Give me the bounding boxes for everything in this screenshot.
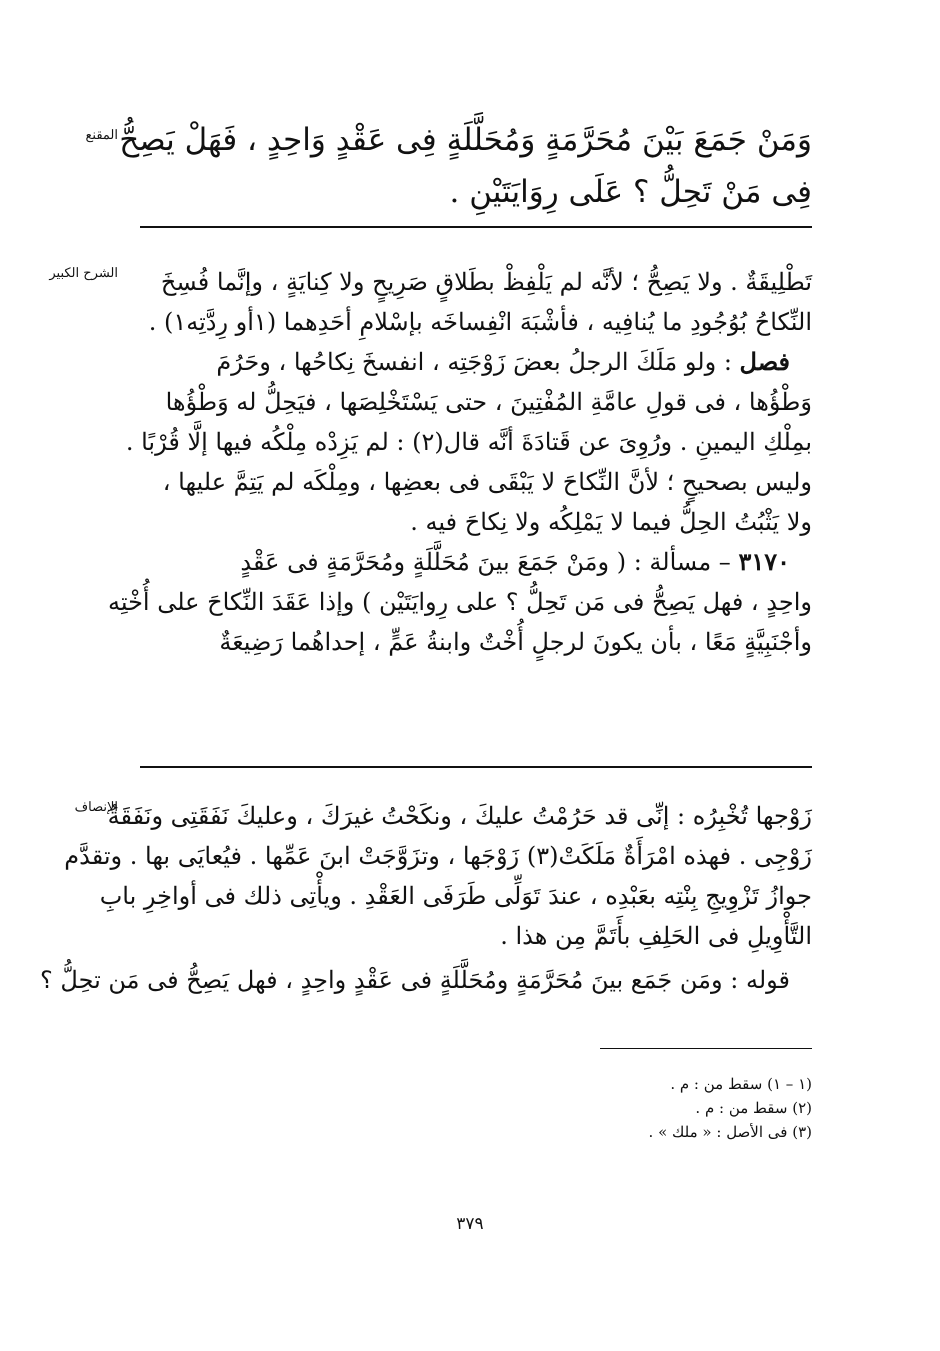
text-line: قوله : ومَن جَمَع بينَ مُحَرَّمَةٍ ومُحَلَّلَةٍ فى عَقْدٍ واحِدٍ ، فهل يَصِحُّ فى مَن تحِلُّ ؟ — [40, 966, 790, 994]
page-number: ٣٧٩ — [456, 1214, 484, 1234]
section-divider — [140, 226, 812, 228]
footnote-divider — [600, 1048, 812, 1049]
text-line: وأجْنَبِيَّةٍ مَعًا ، بأن يكونَ لرجلٍ أُخْتٌ وابنةُ عَمٍّ ، إحداهُما رَضِيعَةٌ — [219, 628, 812, 656]
section-label-insaf: الإنصاف — [74, 800, 118, 815]
text-line: النِّكاحُ بُوُجُودِ ما يُنافِيه ، فأشْبَهَ انْفِساخَه بإسْلامِ أحَدِهما (١أو رِدَّتِه١) . — [148, 308, 812, 336]
fasl-heading: فصل — [739, 347, 790, 376]
text-line: زَوْجها تُخْبِرُه : إنِّى قد حَرُمْتُ عليكَ ، ونكَحْتُ غيرَكَ ، وعليكَ نَفَقَتِى ونَفَقَةُ — [107, 802, 812, 830]
sharh-text — [107, 262, 812, 662]
text-line: واحِدٍ ، فهل يَصِحُّ فى مَن تَحِلُّ ؟ على رِوايَتَيْن ) وإذا عَقَدَ النِّكاحَ على أُخْتِه — [107, 588, 812, 616]
footnote: (١ – ١) سقط من : م . — [670, 1075, 812, 1093]
text-line: وَطْؤُها ، فى قولِ عامَّةِ المُفْتِينَ ، حتى يَسْتَخْلِصَها ، فيَحِلُّ له وَطْؤُها — [165, 388, 812, 416]
footnotes — [140, 1072, 812, 1144]
text-run: : ولو مَلَكَ الرجلُ بعضَ زَوْجَتِه ، انفسخَ نِكاحُها ، وحَرُمَ — [216, 348, 740, 376]
text-line: زَوْجِى . فهذه امْرَأَةٌ مَلَكَتْ(٣) زَوْجَها ، وتزَوَّجَتْ ابنَ عَمِّها . فيُعايَى بها . وتقدَّم — [64, 842, 812, 870]
masala-number: ٣١٧٠ — [738, 547, 790, 576]
text-line: جوازُ تَزْوِيجِ بِنْتِه بعَبْدِه ، عندَ تَوَلِّى طَرَفَى العَقْدِ . ويأْتِى ذلك فى أواخِرِ بابِ — [99, 882, 812, 910]
text-line: التَّأْوِيلِ فى الحَلِفِ بأَتَمَّ مِن هذا . — [500, 922, 812, 950]
text-line — [140, 542, 812, 582]
text-line: فِى مَنْ تَحِلُّ ؟ عَلَى رِوَايَتَيْنِ . — [449, 174, 812, 210]
text-line: ولا يَثْبُتُ الحِلُّ فيما لا يَمْلِكُه ولا نِكاحَ فيه . — [410, 508, 812, 536]
section-label-sharh: الشرح الكبير — [49, 266, 118, 281]
muqni-text — [119, 114, 812, 218]
section-divider — [140, 766, 812, 768]
text-line: بمِلْكِ اليمينِ . ورُوِىَ عن قَتادَةَ أنَّه قال(٢) : لم يَزِدْه مِلْكُه فيها إلَّا قُرْبًا . — [125, 428, 812, 456]
section-label-muqni: المقنع — [85, 128, 118, 143]
text-line: وليس بصحيحٍ ؛ لأنَّ النِّكاحَ لا يَبْقَى فى بعضِها ، ومِلْكَه لم يَتِمَّ عليها ، — [162, 468, 812, 496]
text-run: – مسألة : ( ومَنْ جَمَعَ بينَ مُحَلَّلَةٍ ومُحَرَّمَةٍ فى عَقْدٍ — [240, 548, 739, 576]
text-line: وَمَنْ جَمَعَ بَيْنَ مُحَرَّمَةٍ وَمُحَلَّلَةٍ فِى عَقْدٍ وَاحِدٍ ، فَهَلْ يَصِحُّ — [119, 122, 812, 158]
footnote: (٣) فى الأصل : « ملك » . — [648, 1123, 812, 1141]
text-line: تَطْلِيقَةٌ . ولا يَصِحُّ ؛ لأنَّه لم يَلْفِظْ بطَلاقٍ صَرِيحٍ ولا كِنايَةٍ ، وإنَّما فُسِخَ — [160, 268, 812, 296]
footnote: (٢) سقط من : م . — [695, 1099, 812, 1117]
text-line — [140, 342, 812, 382]
